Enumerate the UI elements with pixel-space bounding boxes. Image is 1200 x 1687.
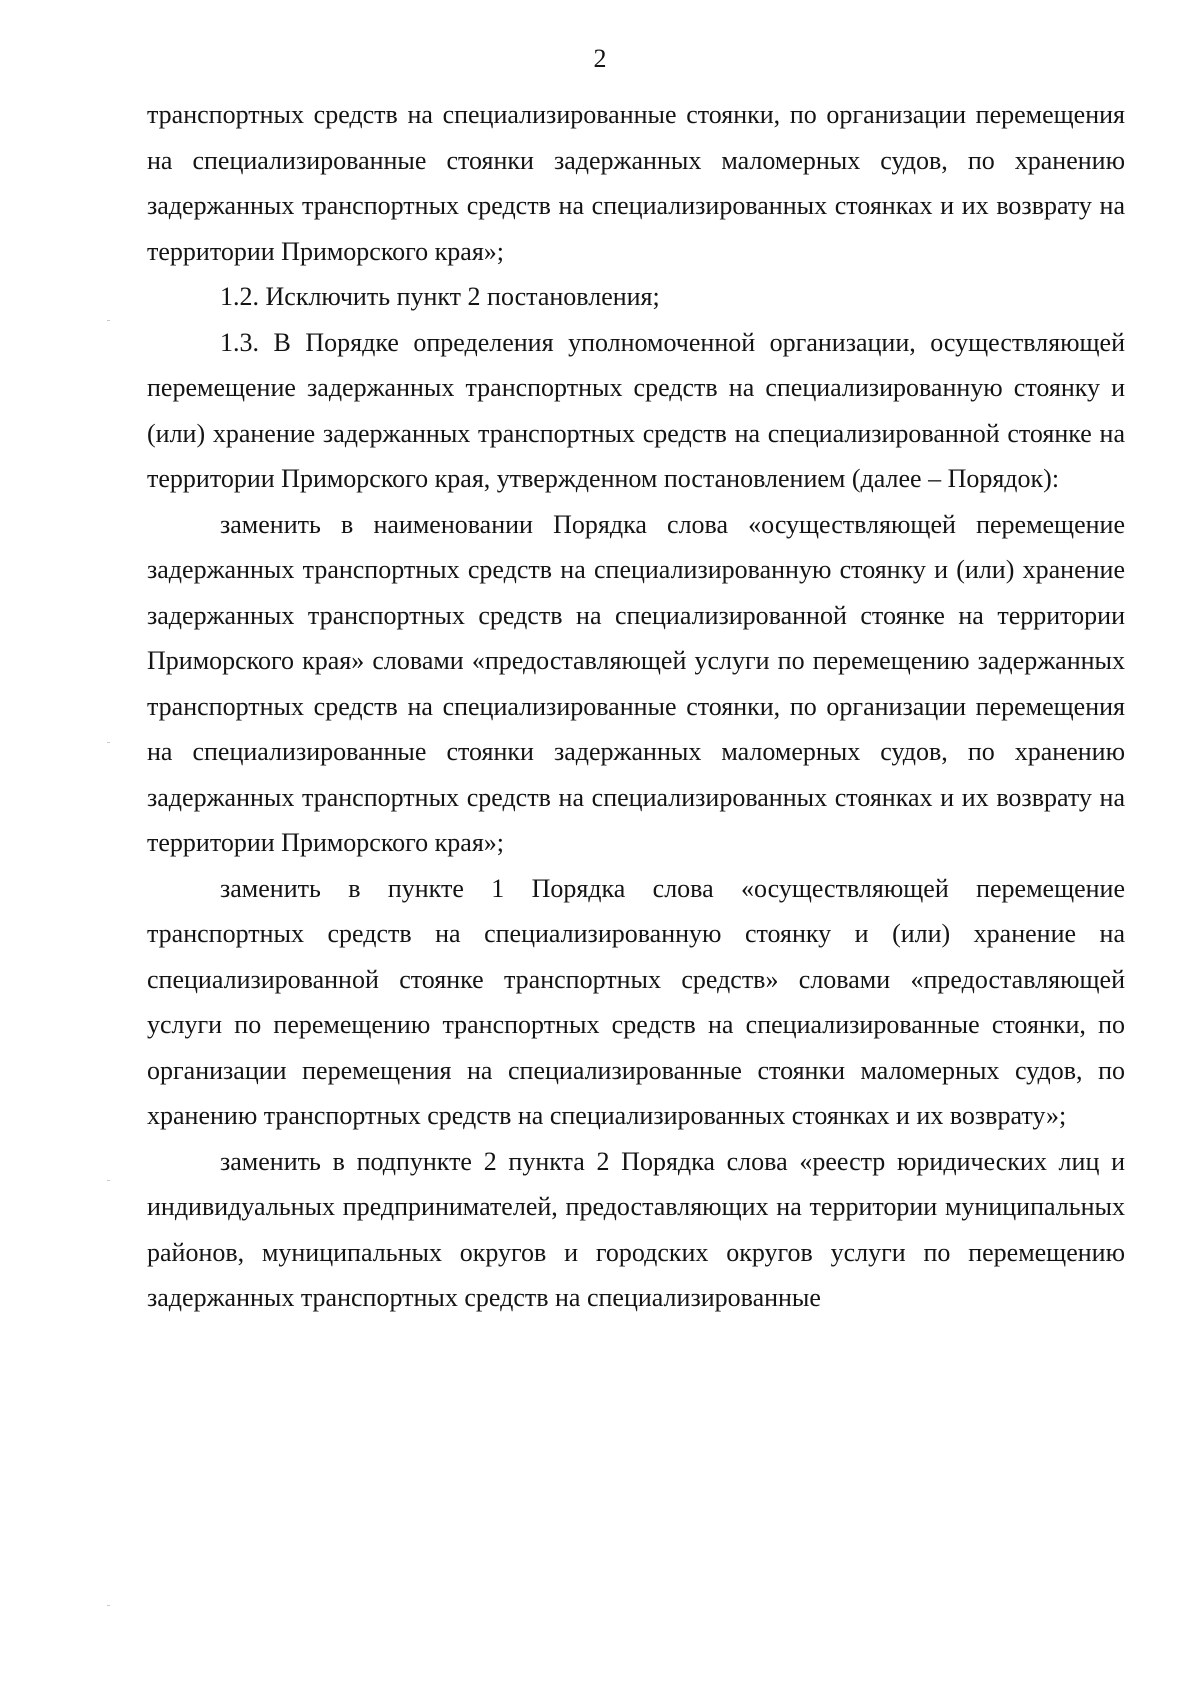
scan-mark bbox=[107, 1605, 110, 1606]
paragraph-replace-subpoint-2: заменить в подпункте 2 пункта 2 Порядка слова «реестр юридических лиц и индивидуальных предпринимателей, предоставляющих на территории муниципальных районов, муниципальных округов и городских округов услуги по перемещению задержанных транспортных средств на специализированные bbox=[147, 1146, 1125, 1312]
page-number: 2 bbox=[593, 44, 607, 73]
paragraph-item-1-2: 1.2. Исключить пункт 2 постановления; bbox=[220, 282, 660, 311]
paragraph-item-1-3: 1.3. В Порядке определения уполномоченной организации, осуществляющей перемещение задержанных транспортных средств на специализированную стоянку и (или) хранение задержанных транспортных средств на специализированной стоянке на территории Приморского края, утвержденном постановлением (далее – Порядок): bbox=[147, 327, 1125, 493]
document-body bbox=[147, 92, 1125, 1321]
paragraph-continuation: транспортных средств на специализированные стоянки, по организации перемещения на специализированные стоянки задержанных маломерных судов, по хранению задержанных транспортных средств на специализированных стоянках и их возврату на территории Приморского края»; bbox=[147, 100, 1125, 266]
scan-mark bbox=[107, 320, 110, 321]
scan-mark bbox=[107, 742, 110, 743]
paragraph-replace-name: заменить в наименовании Порядка слова «осуществляющей перемещение задержанных транспортных средств на специализированную стоянку и (или) хранение задержанных транспортных средств на специализированной стоянке на территории Приморского края» словами «предоставляющей услуги по перемещению задержанных транспортных средств на специализированные стоянки, по организации перемещения на специализированные стоянки задержанных маломерных судов, по хранению задержанных транспортных средств на специализированных стоянках и их возврату на территории Приморского края»; bbox=[147, 509, 1125, 857]
scan-mark bbox=[107, 1180, 110, 1181]
paragraph-replace-point-1: заменить в пункте 1 Порядка слова «осуществляющей перемещение транспортных средств на специализированную стоянку и (или) хранение на специализированной стоянке транспортных средств» словами «предоставляющей услуги по перемещению транспортных средств на специализированные стоянки, по организации перемещения на специализированные стоянки маломерных судов, по хранению транспортных средств на специализированных стоянках и их возврату»; bbox=[147, 873, 1125, 1130]
